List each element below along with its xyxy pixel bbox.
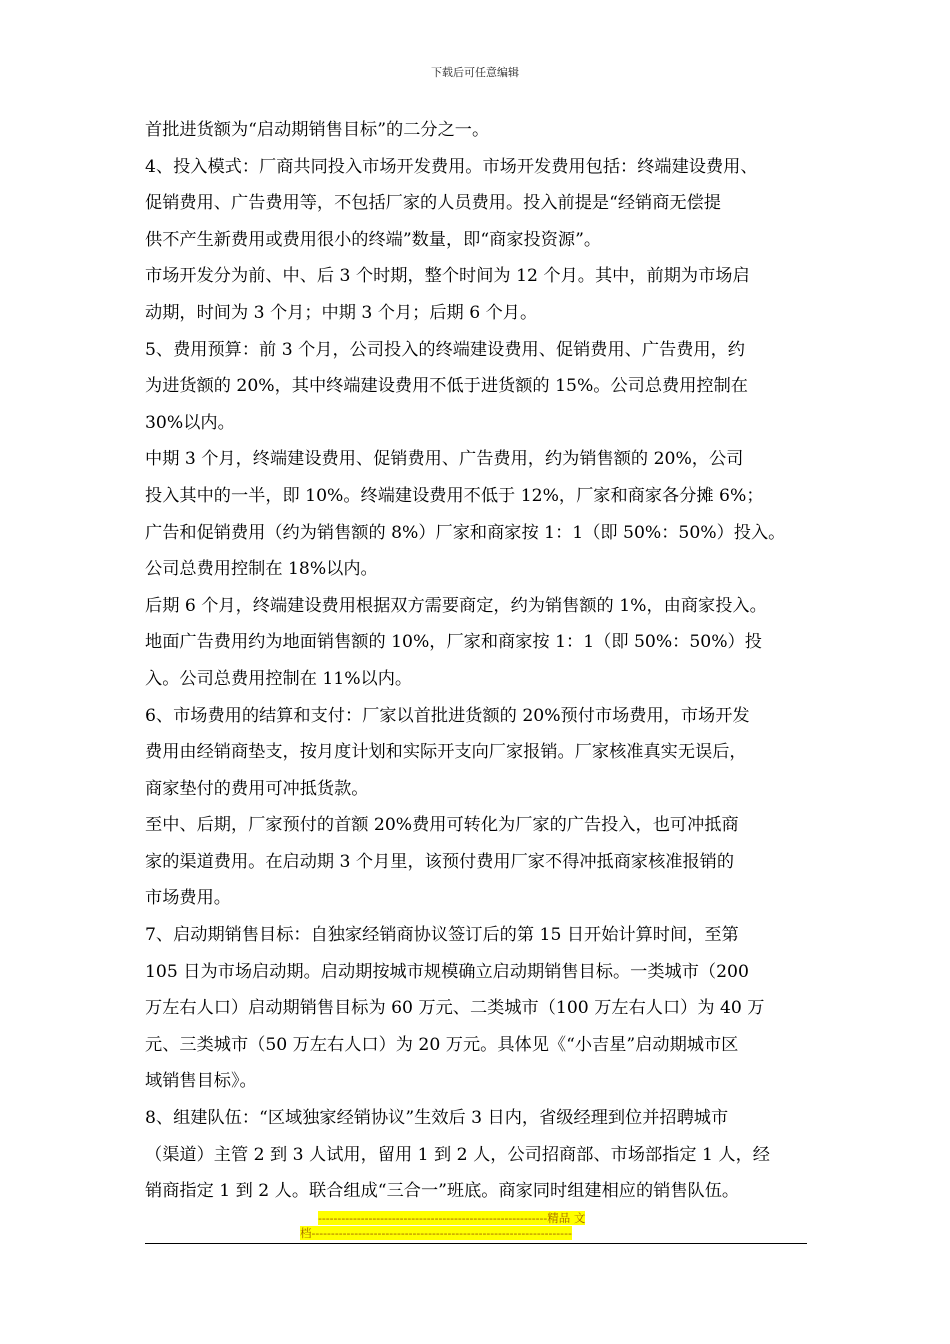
body-line: 市场费用。 (145, 888, 231, 909)
body-line: 8、组建队伍：“区域独家经销协议”生效后 3 日内，省级经理到位并招聘城市 (145, 1108, 729, 1129)
body-line: 后期 6 个月，终端建设费用根据双方需要商定，约为销售额的 1%，由商家投入。 (145, 595, 767, 616)
body-line: 为进货额的 20%，其中终端建设费用不低于进货额的 15%。公司总费用控制在 (145, 376, 748, 397)
body-line: 105 日为市场启动期。启动期按城市规模确立启动期销售目标。一类城市（200 (145, 961, 749, 982)
page-header: 下载后可任意编辑 (431, 66, 519, 79)
body-line: 域销售目标》。 (145, 1071, 257, 1092)
body-line: 动期，时间为 3 个月；中期 3 个月；后期 6 个月。 (145, 302, 538, 323)
body-line: 6、市场费用的结算和支付：厂家以首批进货额的 20%预付市场费用，市场开发 (145, 705, 750, 726)
body-line: 至中、后期，厂家预付的首额 20%费用可转化为厂家的广告投入，也可冲抵商 (145, 815, 739, 836)
body-line: 商家垫付的费用可冲抵货款。 (145, 778, 369, 799)
body-line: 公司总费用控制在 18%以内。 (145, 559, 378, 580)
footer-text-1: -----------------------------------------------------------精品 文 (318, 1211, 586, 1225)
body-line: 费用由经销商垫支，按月度计划和实际开支向厂家报销。厂家核准真实无误后， (145, 742, 747, 763)
body-line: 7、启动期销售目标：自独家经销商协议签订后的第 15 日开始计算时间，至第 (145, 925, 739, 946)
body-line: 5、费用预算：前 3 个月，公司投入的终端建设费用、促销费用、广告费用，约 (145, 339, 745, 360)
body-line: 30%以内。 (145, 412, 235, 433)
body-line: 供不产生新费用或费用很小的终端”数量，即“商家投资源”。 (145, 229, 602, 250)
footer-line-1 (300, 1211, 650, 1226)
body-line: 投入其中的一半，即 10%。终端建设费用不低于 12%，厂家和商家各分摊 6%； (145, 485, 764, 506)
body-line: 广告和促销费用（约为销售额的 8%）厂家和商家按 1：1（即 50%：50%）投入。 (145, 522, 786, 543)
body-line: 中期 3 个月，终端建设费用、促销费用、广告费用，约为销售额的 20%，公司 (145, 449, 744, 470)
body-line: （渠道）主管 2 到 3 人试用，留用 1 到 2 人，公司招商部、市场部指定 1 人，经 (145, 1144, 770, 1165)
body-line: 4、投入模式：厂商共同投入市场开发费用。市场开发费用包括：终端建设费用、 (145, 156, 758, 177)
footer-text-2: 档------------------------------------------------------------------- (300, 1226, 572, 1240)
document-body (145, 112, 810, 1210)
footer-line-2 (300, 1226, 650, 1241)
body-line: 元、三类城市（50 万左右人口）为 20 万元。具体见《“小吉星”启动期城市区 (145, 1034, 739, 1055)
body-line: 地面广告费用约为地面销售额的 10%，厂家和商家按 1：1（即 50%：50%）投 (145, 632, 762, 653)
body-line: 市场开发分为前、中、后 3 个时期，整个时间为 12 个月。其中，前期为市场启 (145, 266, 750, 287)
footer-divider (145, 1243, 807, 1244)
body-line: 入。公司总费用控制在 11%以内。 (145, 668, 413, 689)
body-line: 万左右人口）启动期销售目标为 60 万元、二类城市（100 万左右人口）为 40 万 (145, 998, 765, 1019)
footer-watermark (300, 1211, 650, 1241)
body-line: 销商指定 1 到 2 人。联合组成“三合一”班底。商家同时组建相应的销售队伍。 (145, 1181, 740, 1202)
body-line: 首批进货额为“启动期销售目标”的二分之一。 (145, 120, 490, 140)
body-line: 促销费用、广告费用等，不包括厂家的人员费用。投入前提是“经销商无偿提 (145, 193, 721, 214)
body-line: 家的渠道费用。在启动期 3 个月里，该预付费用厂家不得冲抵商家核准报销的 (145, 851, 735, 872)
